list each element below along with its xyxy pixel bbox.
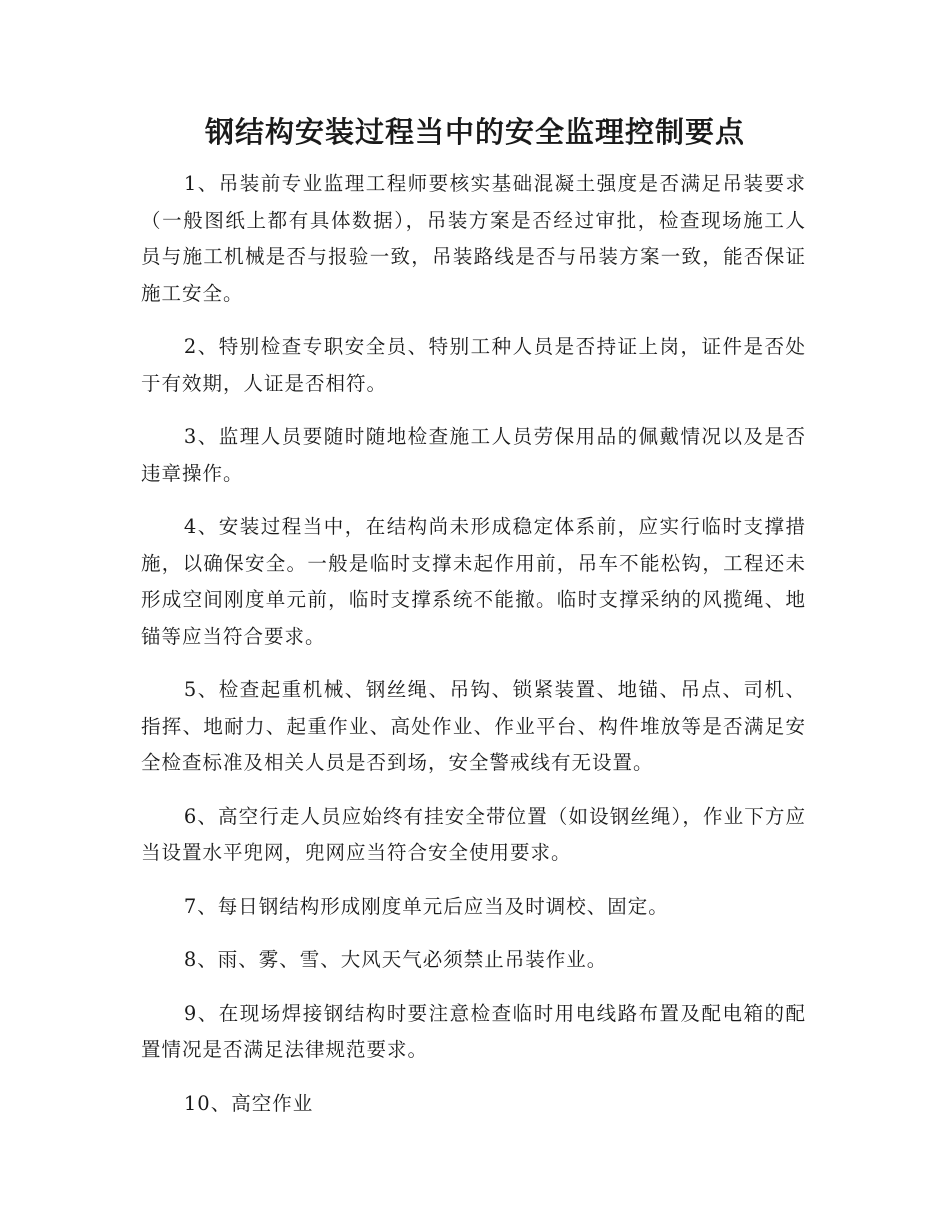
document-body: [141, 166, 806, 1139]
paragraph-1: 1、吊装前专业监理工程师要核实基础混凝土强度是否满足吊装要求（一般图纸上都有具体数据），吊装方案是否经过审批，检查现场施工人员与施工机械是否与报验一致，吊装路线是否与吊装方案一致，能否保证施工安全。: [141, 172, 806, 305]
paragraph-8: 8、雨、雾、雪、大风天气必须禁止吊装作业。: [183, 948, 608, 971]
paragraph-10: 10、高空作业: [183, 1091, 314, 1115]
paragraph-2: 2、特别检查专职安全员、特别工种人员是否持证上岗，证件是否处于有效期，人证是否相符。: [141, 335, 806, 395]
paragraph-3: 3、监理人员要随时随地检查施工人员劳保用品的佩戴情况以及是否违章操作。: [141, 425, 806, 485]
document-title: 钢结构安装过程当中的安全监理控制要点: [204, 115, 745, 149]
paragraph-7: 7、每日钢结构形成刚度单元后应当及时调校、固定。: [183, 894, 669, 918]
paragraph-5: 5、检查起重机械、钢丝绳、吊钩、锁紧装置、地锚、吊点、司机、指挥、地耐力、起重作业、高处作业、作业平台、构件堆放等是否满足安全检查标准及相关人员是否到场，安全警戒线有无设置。: [141, 678, 806, 774]
paragraph-4: 4、安装过程当中，在结构尚未形成稳定体系前，应实行临时支撑措施，以确保安全。一般是临时支撑未起作用前，吊车不能松钩，工程还未形成空间刚度单元前，临时支撑系统不能撤。临时支撑采纳的风揽绳、地锚等应当符合要求。: [141, 515, 806, 648]
paragraph-9: 9、在现场焊接钢结构时要注意检查临时用电线路布置及配电箱的配置情况是否满足法律规范要求。: [141, 1001, 806, 1061]
paragraph-6: 6、高空行走人员应始终有挂安全带位置（如设钢丝绳），作业下方应当设置水平兜网，兜网应当符合安全使用要求。: [141, 804, 806, 864]
